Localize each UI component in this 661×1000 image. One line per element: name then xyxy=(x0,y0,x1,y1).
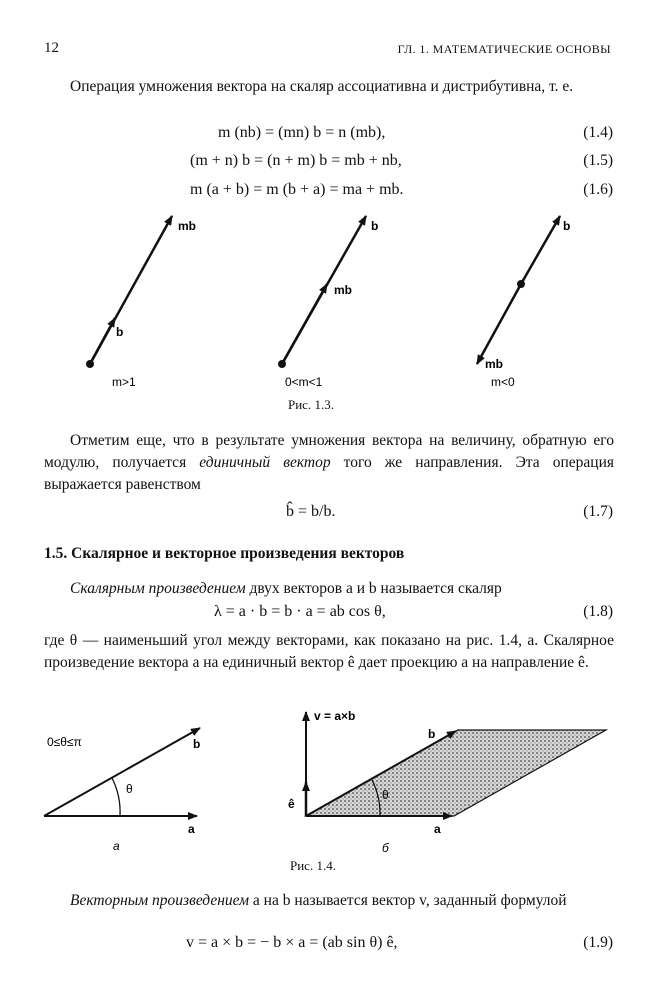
figure-1-4-panel-a xyxy=(44,728,200,853)
label-mb: mb xyxy=(485,357,503,371)
panel-b-label: б xyxy=(382,841,389,855)
label-mb: mb xyxy=(334,283,352,297)
term-vector-product: Векторным произведением xyxy=(70,892,250,909)
figure-1-4-panel-b xyxy=(288,709,606,855)
figure-1-4-caption: Рис. 1.4. xyxy=(290,858,336,873)
condition-0-lt-m-lt-1: 0<m<1 xyxy=(285,375,323,389)
equation-number-1-9: (1.9) xyxy=(583,934,613,951)
paragraph-2: Отметим еще, что в результате умножения вектора на величину, обратную его модулю, получается единичный вектор того же направления. Эта операция выражается равенством xyxy=(44,432,614,493)
paragraph-4: где θ — наименьший угол между векторами, как показано на рис. 1.4, а. Скалярное произведение вектора a на единичный вектор ê дает проекцию a на направление ê. xyxy=(44,632,614,671)
term-scalar-product: Скалярным произведением xyxy=(70,580,246,597)
angle-arc xyxy=(112,778,120,816)
vector-mb xyxy=(282,284,327,364)
equation-number-1-5: (1.5) xyxy=(583,152,613,169)
panel-a-label: а xyxy=(113,839,120,853)
running-header: ГЛ. 1. МАТЕМАТИЧЕСКИЕ ОСНОВЫ xyxy=(397,42,611,56)
page-number: 12 xyxy=(44,40,59,56)
label-b: b xyxy=(428,727,436,741)
section-heading: 1.5. Скалярное и векторное произведения векторов xyxy=(44,545,405,562)
equation-1-8: λ = a · b = b · a = ab cos θ, xyxy=(214,603,386,620)
condition-m-lt-0: m<0 xyxy=(491,375,515,389)
vector-b xyxy=(521,216,560,284)
paragraph-5: Векторным произведением a на b называется вектор v, заданный формулой xyxy=(70,892,567,909)
paragraph-1: Операция умножения вектора на скаляр ассоциативна и дистрибутивна, т. е. xyxy=(70,78,574,95)
vector-b xyxy=(90,318,115,364)
label-b: b xyxy=(116,325,124,339)
vector-mb xyxy=(477,284,521,364)
theta-range: 0≤θ≤π xyxy=(47,735,82,749)
label-a: a xyxy=(434,822,441,836)
figure-1-3-panel-1 xyxy=(86,216,196,389)
equation-number-1-7: (1.7) xyxy=(583,503,613,520)
label-b: b xyxy=(193,737,201,751)
equation-number-1-4: (1.4) xyxy=(583,124,613,141)
equation-1-7: b̂ = b/b. xyxy=(286,503,336,520)
figure-1-4 xyxy=(0,700,661,860)
label-e: ê xyxy=(288,797,295,811)
label-b: b xyxy=(563,219,571,233)
equation-1-9: v = a × b = − b × a = (ab sin θ) ê, xyxy=(186,934,398,951)
figure-1-3-panel-3 xyxy=(477,216,570,389)
paragraph-3: Скалярным произведением двух векторов a и b называется скаляр xyxy=(70,580,502,597)
condition-m-gt-1: m>1 xyxy=(112,375,136,389)
equation-1-5: (m + n) b = (n + m) b = mb + nb, xyxy=(190,152,402,169)
parallelogram xyxy=(306,730,606,816)
label-a: a xyxy=(188,822,195,836)
label-theta: θ xyxy=(382,788,389,802)
label-theta: θ xyxy=(126,782,133,796)
figure-1-3-caption: Рис. 1.3. xyxy=(288,397,334,412)
equation-1-6: m (a + b) = m (b + a) = ma + mb. xyxy=(190,181,404,198)
equation-number-1-8: (1.8) xyxy=(583,603,613,620)
equation-1-4: m (nb) = (mn) b = n (mb), xyxy=(218,124,386,141)
figure-1-3 xyxy=(0,200,661,400)
figure-1-3-panel-2 xyxy=(278,216,378,389)
label-mb: mb xyxy=(178,219,196,233)
label-b: b xyxy=(371,219,379,233)
term-unit-vector: единичный вектор xyxy=(199,454,331,471)
label-v-cross: v = a×b xyxy=(314,709,356,723)
equation-number-1-6: (1.6) xyxy=(583,181,613,198)
